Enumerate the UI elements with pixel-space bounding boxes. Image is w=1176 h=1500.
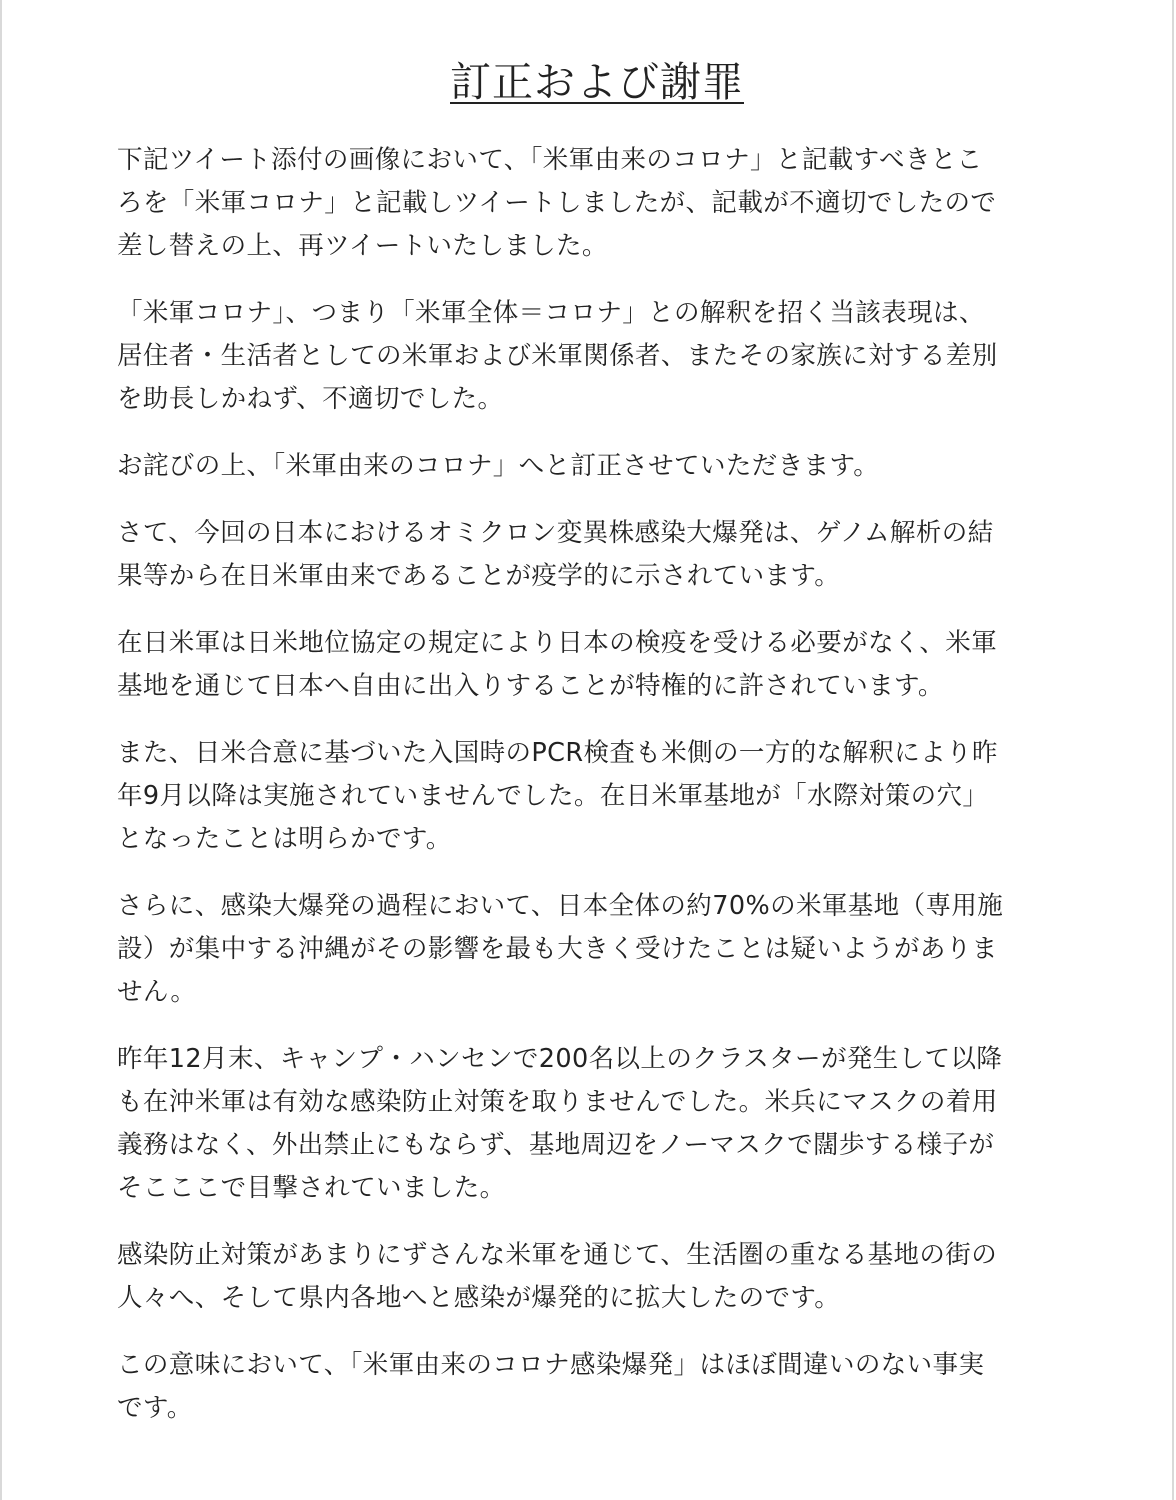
paragraph-line: 昨年12月末、キャンプ・ハンセンで200名以上のクラスターが発生して以降 — [117, 1044, 1003, 1074]
paragraph-line: この意味において、「米軍由来のコロナ感染爆発」はほぼ間違いのない事実 — [117, 1350, 985, 1380]
paragraph-line: せん。 — [117, 977, 197, 1007]
paragraph-line: 設）が集中する沖縄がその影響を最も大きく受けたことは疑いようがありま — [117, 934, 998, 964]
paragraph-line: 居住者・生活者としての米軍および米軍関係者、またその家族に対する差別 — [117, 341, 998, 371]
paragraph-8 — [117, 1038, 1077, 1210]
paragraph-line: 在日米軍は日米地位協定の規定により日本の検疫を受ける必要がなく、米軍 — [117, 628, 998, 658]
paragraph-2 — [117, 292, 1077, 421]
document-title — [117, 52, 1077, 112]
paragraph-line: を助長しかねず、不適切でした。 — [117, 384, 504, 414]
paragraph-line: 人々へ、そして県内各地へと感染が爆発的に拡大したのです。 — [117, 1283, 841, 1313]
paragraph-4 — [117, 512, 1077, 598]
paragraph-5 — [117, 622, 1077, 708]
paragraph-1 — [117, 139, 1077, 268]
paragraph-line: お詫びの上、「米軍由来のコロナ」へと訂正させていただきます。 — [117, 451, 880, 481]
paragraph-line: さらに、感染大爆発の過程において、日本全体の約70%の米軍基地（専用施 — [117, 891, 1004, 921]
paragraph-line: 感染防止対策があまりにずさんな米軍を通じて、生活圏の重なる基地の街の — [117, 1240, 998, 1270]
paragraph-3 — [117, 445, 1077, 488]
paragraph-line: 年9月以降は実施されていませんでした。在日米軍基地が「水際対策の穴」 — [117, 781, 989, 811]
document-title-text: 訂正および謝罪 — [450, 58, 744, 106]
paragraph-line: 基地を通じて日本へ自由に出入りすることが特権的に許されています。 — [117, 671, 944, 701]
paragraph-line: ろを「米軍コロナ」と記載しツイートしましたが、記載が不適切でしたので — [117, 188, 997, 218]
paragraph-6 — [117, 732, 1077, 861]
paragraph-line: そこここで目撃されていました。 — [117, 1173, 506, 1203]
paragraph-list — [117, 139, 1077, 1430]
paragraph-line: 果等から在日米軍由来であることが疫学的に示されています。 — [117, 561, 841, 591]
paragraph-line: 差し替えの上、再ツイートいたしました。 — [117, 231, 608, 261]
document-body — [117, 52, 1077, 1454]
paragraph-line: さて、今回の日本におけるオミクロン変異株感染大爆発は、ゲノム解析の結 — [117, 518, 994, 548]
paragraph-line: 義務はなく、外出禁止にもならず、基地周辺をノーマスクで闊歩する様子が — [117, 1130, 995, 1160]
paragraph-line: また、日米合意に基づいた入国時のPCR検査も米側の一方的な解釈により昨 — [117, 738, 998, 768]
paragraph-line: となったことは明らかです。 — [117, 824, 452, 854]
paragraph-7 — [117, 885, 1077, 1014]
paragraph-line: です。 — [117, 1393, 193, 1423]
paragraph-line: 下記ツイート添付の画像において、「米軍由来のコロナ」と記載すべきとこ — [117, 145, 983, 175]
paragraph-10 — [117, 1344, 1077, 1430]
paragraph-line: 「米軍コロナ」、つまり「米軍全体＝コロナ」との解釈を招く当該表現は、 — [117, 298, 985, 328]
paragraph-9 — [117, 1234, 1077, 1320]
paragraph-line: も在沖米軍は有効な感染防止対策を取りませんでした。米兵にマスクの着用 — [117, 1087, 998, 1117]
